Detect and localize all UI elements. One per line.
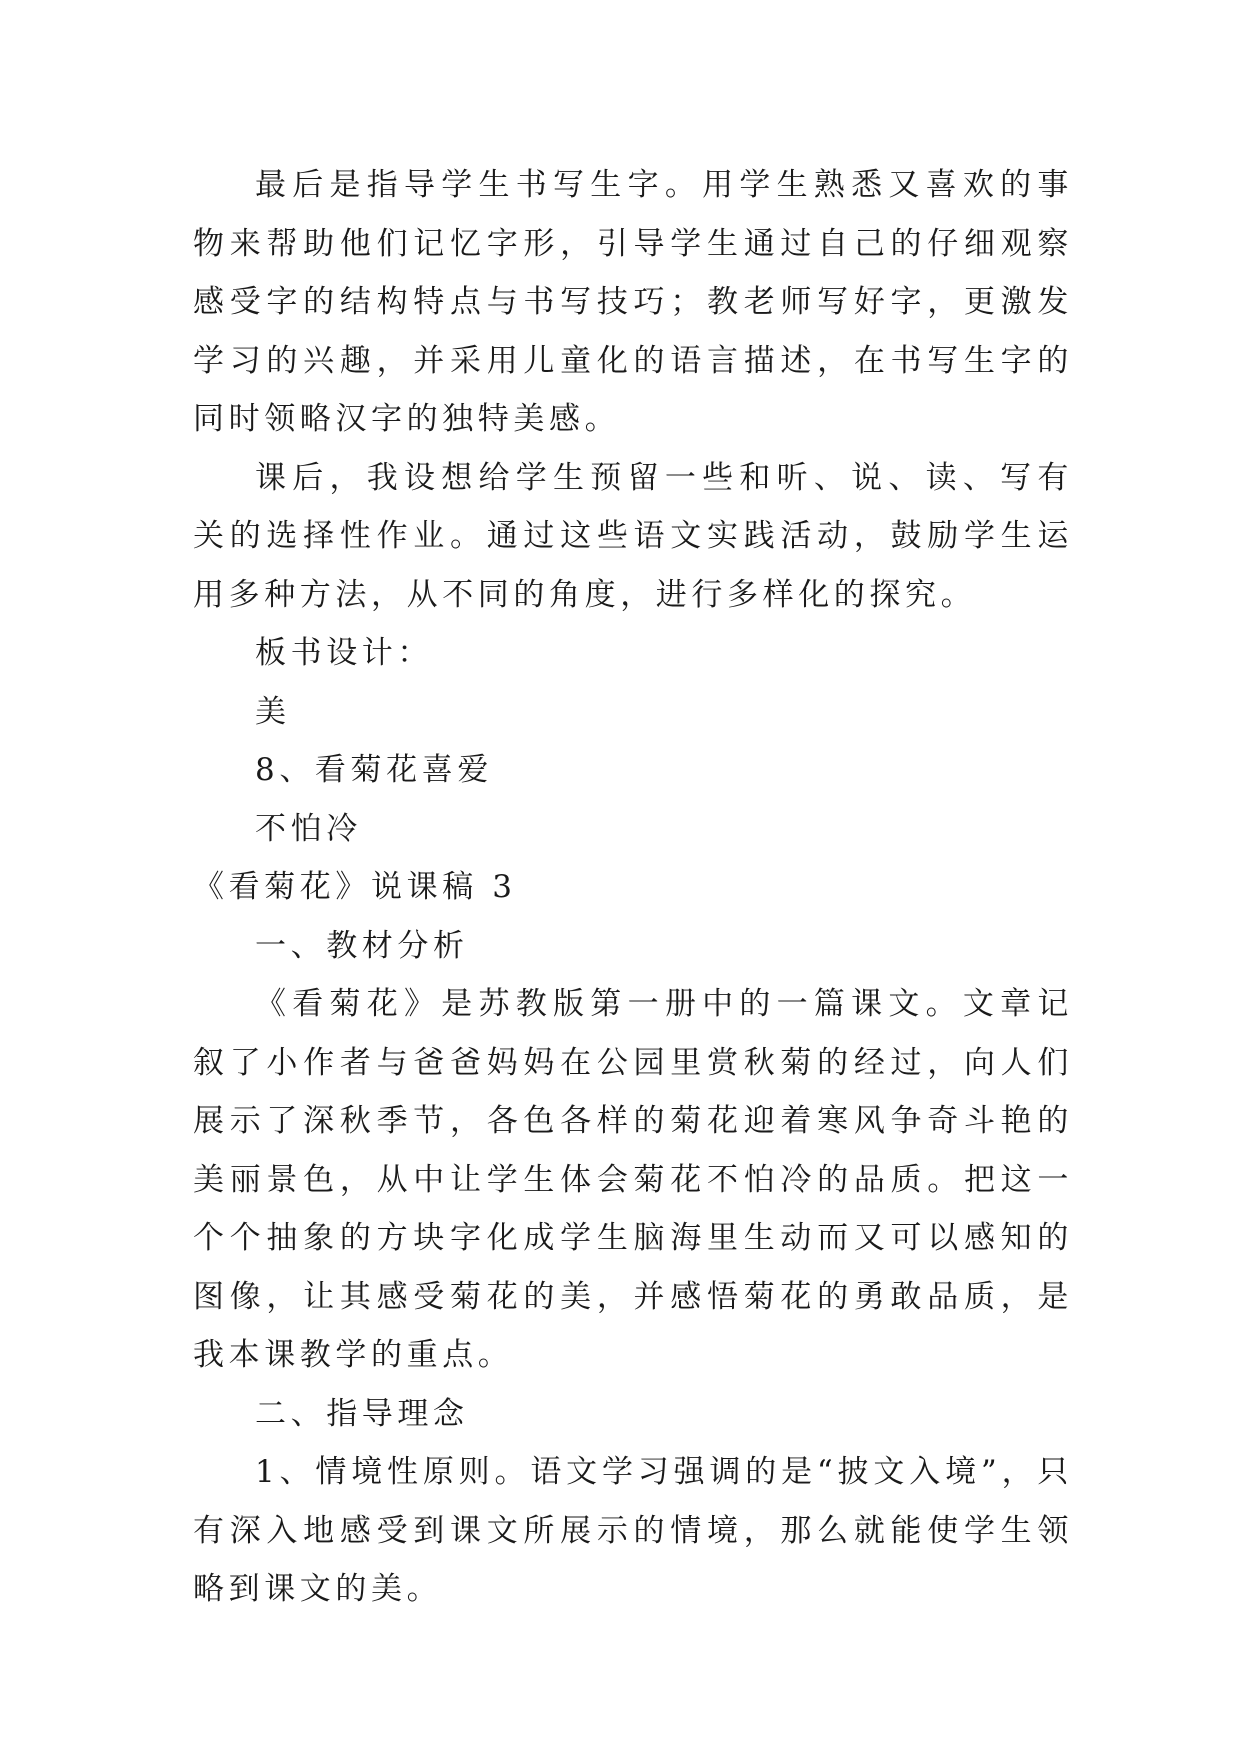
board-line-bupaleng: 不怕冷: [255, 810, 362, 847]
board-line-mei: 美: [255, 693, 291, 730]
board-line-title: 8、看菊花喜爱: [255, 752, 493, 788]
heading-guiding-concept: 二、指导理念: [255, 1395, 469, 1432]
paragraph-homework: 课后，我设想给学生预留一些和听、说、读、写有关的选择性作业。通过这些语文实践活动，鼓励学生运用多种方法，从不同的角度，进行多样化的探究。: [193, 459, 1073, 613]
section-title: 《看菊花》说课稿 3: [193, 869, 517, 905]
paragraph-context-principle: 1、情境性原则。语文学习强调的是“披文入境”，只有深入地感受到课文所展示的情境，那么就能使学生领略到课文的美。: [193, 1454, 1073, 1607]
heading-textbook-analysis: 一、教材分析: [255, 927, 469, 964]
paragraph-writing-guidance: 最后是指导学生书写生字。用学生熟悉又喜欢的事物来帮助他们记忆字形，引导学生通过自己的仔细观察感受字的结构特点与书写技巧；教老师写好字，更激发学习的兴趣，并采用儿童化的语言描述，在书写生字的同时领略汉字的独特美感。: [193, 167, 1073, 437]
board-design-heading: 板书设计：: [255, 635, 433, 671]
paragraph-textbook-analysis: 《看菊花》是苏教版第一册中的一篇课文。文章记叙了小作者与爸爸妈妈在公园里赏秋菊的经过，向人们展示了深秋季节，各色各样的菊花迎着寒风争奇斗艳的美丽景色，从中让学生体会菊花不怕冷的品质。把这一个个抽象的方块字化成学生脑海里生动而又可以感知的图像，让其感受菊花的美，并感悟菊花的勇敢品质，是我本课教学的重点。: [193, 986, 1073, 1373]
document-body: [193, 156, 1073, 1619]
